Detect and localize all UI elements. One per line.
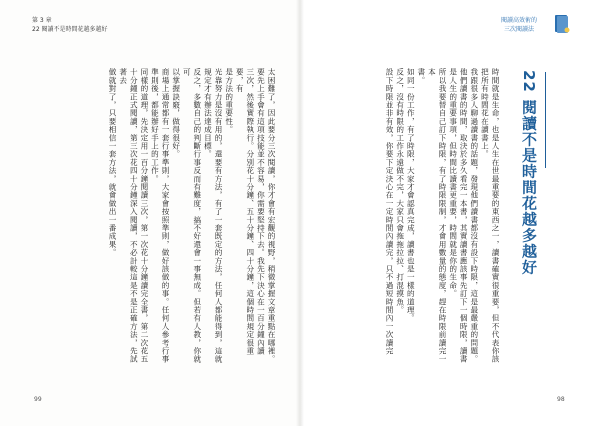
- body-line: 做就對了，只要相信一套方法，就會做出一番成果。: [108, 68, 118, 257]
- body-line: 太困難了，因此要分三次閱讀，你才會有宏觀的視野，稍微掌握文章重點在哪裡。: [267, 68, 276, 364]
- body-line: 把所有時間花在讀書上。: [480, 68, 490, 159]
- body-line: 設下時限並非有效，你要下定決心在一定時間內讀完，只不過短時間內一次讀完: [385, 68, 395, 355]
- right-header-line2: 三次閱讀法: [503, 26, 534, 33]
- body-line: 他們讀書的時間，取決於多久看完一本書，其實讀書應該事先訂下一個時限，讀書: [459, 68, 469, 364]
- right-header: [488, 16, 550, 34]
- left-header-chapter: 第 3 章: [32, 17, 52, 24]
- body-line: 規定才有辦法達成目標。: [203, 68, 213, 159]
- body-line: 十分鐘正式閱讀，第三次花四十分鐘深入閱讀，不必計較這是不是正確方法，先試著去: [118, 68, 139, 364]
- body-line: 商場上通常都有一套行事準則，大家會按照準則，做好該做的事。任何人參考行事: [161, 68, 171, 364]
- body-line: 是方法的重要性。: [224, 68, 234, 134]
- body-line: 以掌握訣竅，做得很好。: [171, 68, 181, 159]
- body-line: 三次，然後實際執行。分別花十分鐘、五十分鐘、四十分鐘，這個時間規定很重要，有: [235, 68, 255, 355]
- left-body-text: [40, 68, 276, 368]
- right-body-text: [300, 68, 500, 368]
- body-line: 我跟很多人聊過讀書的話題，發現他們讀書都沒有設下時限，這是最嚴重的問題。: [469, 68, 479, 364]
- page-number-left: 99: [34, 396, 42, 403]
- body-line: 反之，多數自己的判斷行事反而有難度，搞不好還會一事無成。但若有人教，你就可: [182, 68, 202, 364]
- book-icon: [554, 14, 570, 34]
- left-header: [32, 16, 108, 34]
- page-number-right: 98: [557, 396, 565, 403]
- body-line: 光靠努力是沒有用的，還要有方法，有了一套既定的方法，任何人都能得到，這就: [214, 68, 224, 364]
- left-header-subtitle: 22 閱讀不是時間花越多越好: [32, 26, 108, 33]
- right-header-line1: 閱讀高效術的: [500, 17, 537, 24]
- body-line: 書。: [416, 68, 426, 85]
- body-line: 是人生的重要事項，但時間比讀書更重要，時間就是你的生命。: [448, 68, 458, 298]
- body-line: 時間就是生命，也是人生在世最重要的東西之一，讀書確實很重要，但不代表你該: [491, 68, 500, 364]
- body-line: 反之，沒有時限的工作永遠做不完，大家只會拖拖拉拉、打混摸魚。: [395, 68, 405, 314]
- body-line: 要先上手會有這項技能並不容易，你需要堅持下去。我先下決心在一百分鐘內讀: [256, 68, 266, 355]
- body-line: 準則後，都能辦好手上的工作。: [150, 68, 160, 183]
- chapter-title: 22 閱讀不是時間花越多越好: [520, 70, 538, 276]
- chapter-title-rule: [545, 72, 546, 168]
- body-line: 同樣的道理，先決定用一百分鐘閱讀三次，第一次花十分鐘讀完全書，第二次花五: [139, 68, 149, 364]
- body-line: 如同一份工作，有了時限，大家才會認真完成，讀書也是一樣的道理。: [406, 68, 416, 323]
- body-line: 所以我要替自己訂下時限，有了時限限制，才會用數量的態度，趕在時限前讀完一本: [427, 68, 448, 364]
